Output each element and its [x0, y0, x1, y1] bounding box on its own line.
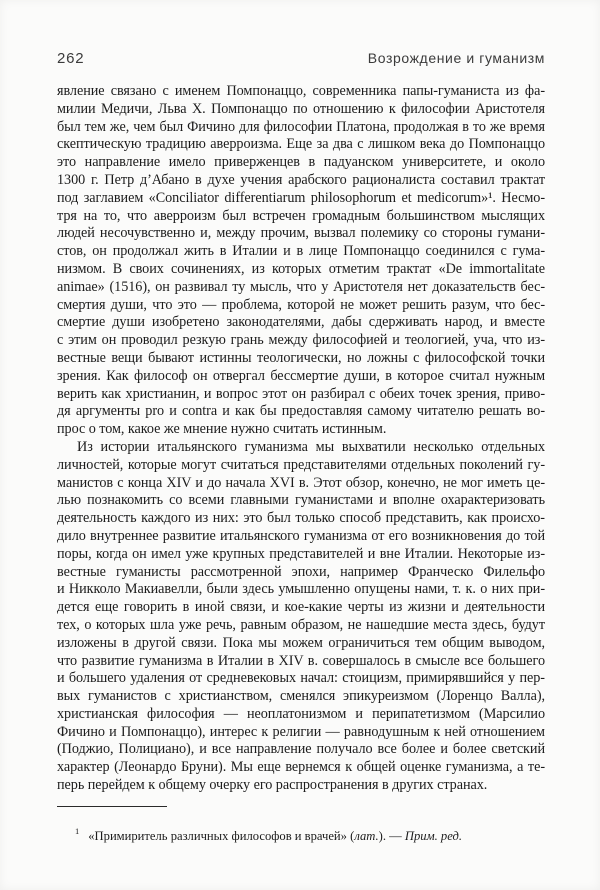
- text-line: стов, он продолжал жить в Италии и в лице Помпонаццо соединился с гума-: [57, 243, 545, 260]
- footnote-text-segment: «Примиритель различных философов и врачей» (: [88, 828, 355, 843]
- text-line: изложены в другой связи. Пока мы можем ограничиться тем общим выводом,: [57, 634, 545, 651]
- text-line: был тем же, чем был Фичино для философии Платона, продолжая в то же время: [57, 118, 545, 135]
- page-number: 262: [57, 50, 85, 67]
- text-line: тря на то, что аверроизм был встречен громадным большинством мыслящих: [57, 207, 545, 224]
- text-line: перь перейдем к общему очерку его распространения в других странах.: [57, 777, 488, 794]
- text-line: с этим он проводил резкую грань между философией и теологией, уча, что из-: [57, 332, 545, 349]
- text-line: зрения. Как философ он отвергал бессмертие души, в которое считал нужным: [57, 367, 545, 384]
- text-line: дя аргументы pro и contra и как бы предоставляя самому читателю решать во-: [57, 403, 545, 420]
- text-line: манистов с конца XIV и до начала XVI в. Этот обзор, конечно, не мог иметь це-: [57, 474, 545, 491]
- text-line: характер (Леонардо Бруни). Мы еще вернемся к общей оценке гуманизма, а те-: [57, 759, 545, 776]
- text-line: вестные вещи бывают истинны теологически, но ложны с философской точки: [57, 349, 545, 366]
- footnote-rule: [57, 806, 167, 807]
- footnote-marker: 1: [75, 826, 80, 837]
- text-line: animae» (1516), он развивал ту мысль, что у Аристотеля нет доказательств бес-: [57, 278, 545, 295]
- text-line: Фичино и Помпонаццо), интерес к религии — равнодушным к ней отношением: [57, 723, 545, 740]
- body-text: [57, 83, 545, 795]
- text-line: верить как христианин, и вопрос этот он разбирал с обеих точек зрения, приво-: [57, 385, 545, 402]
- text-line: христианская философия — неоплатонизмом и перипатетизмом (Марсилио: [57, 705, 545, 722]
- text-line: вых гуманистов с христианством, сменялся эпикуреизмом (Лоренцо Валла),: [57, 688, 545, 705]
- footnote-text-segment: Прим. ред.: [404, 828, 463, 843]
- text-line: деятельность каждого из них: это был только способ представить, как происхо-: [57, 510, 545, 527]
- footnote-text-segment: лат.: [354, 828, 379, 843]
- text-line: смертие души изобретено законодателями, дабы сдерживать народ, и вместе: [57, 314, 545, 331]
- text-line: что развитие гуманизма в Италии в XIV в. совершалось в смысле все большего: [57, 652, 545, 669]
- text-line: прос о том, какое же мнение нужно считать истинным.: [57, 421, 387, 438]
- text-line: и Никколо Макиавелли, были здесь умышленно опущены нами, т. к. о них при-: [57, 581, 545, 598]
- text-line: дется еще говорить в иной связи, и кое-какие черты из жизни и деятельности: [57, 599, 545, 616]
- text-line: низмом. В своих сочинениях, из которых отметим трактат «De immortalitate: [57, 260, 545, 277]
- text-line: лью познакомить со всеми главными гуманистами и вполне охарактеризовать: [57, 492, 545, 509]
- text-line: милии Медичи, Льва X. Помпонаццо по отношению к философии Аристотеля: [57, 100, 545, 117]
- text-line: 1300 г. Петр д’Абано в духе учения арабского рационалиста составил трактат: [57, 171, 545, 188]
- text-line: под заглавием «Conciliator differentiarum philosophorum et medicorum»¹. Несмо-: [57, 189, 545, 206]
- text-line: скептическую традицию аверроизма. Еще за два с лишком века до Помпонаццо: [57, 136, 545, 153]
- text-line: тех, о которых шла уже речь, равным образом, не нашедшие места здесь, будут: [57, 616, 545, 633]
- footnote-text-segment: ). —: [378, 828, 405, 843]
- text-line: (Поджио, Полициано), и все направление получало все более и более светский: [57, 741, 545, 758]
- text-line: личностей, которые могут считаться представителями отдельных поколений гу-: [57, 456, 545, 473]
- text-line: Из истории итальянского гуманизма мы выхватили несколько отдельных: [77, 438, 545, 455]
- text-line: смертия души, что это — проблема, которой не может решить разум, что бес-: [57, 296, 545, 313]
- text-line: явление связано с именем Помпонаццо, современника папы-гуманиста из фа-: [57, 83, 545, 99]
- page-header: [57, 50, 545, 67]
- text-line: и большего удаления от средневековых начал: стоицизм, примирявшийся у пер-: [57, 670, 545, 687]
- footnote: [57, 828, 545, 844]
- text-line: вестные гуманисты рассмотренной эпохи, например Франческо Филельфо: [57, 563, 545, 580]
- text-line: людей несочувственно и, между прочим, вызвал полемику со стороны гумани-: [57, 225, 545, 242]
- text-line: это направление имело приверженцев в падуанском университете, и около: [57, 154, 545, 171]
- running-head: Возрождение и гуманизм: [367, 50, 545, 66]
- text-line: поры, когда он имел уже крупных представителей и вне Италии. Некоторые из-: [57, 545, 545, 562]
- text-line: дило внутреннее развитие итальянского гуманизма от его возникновения до той: [57, 527, 545, 544]
